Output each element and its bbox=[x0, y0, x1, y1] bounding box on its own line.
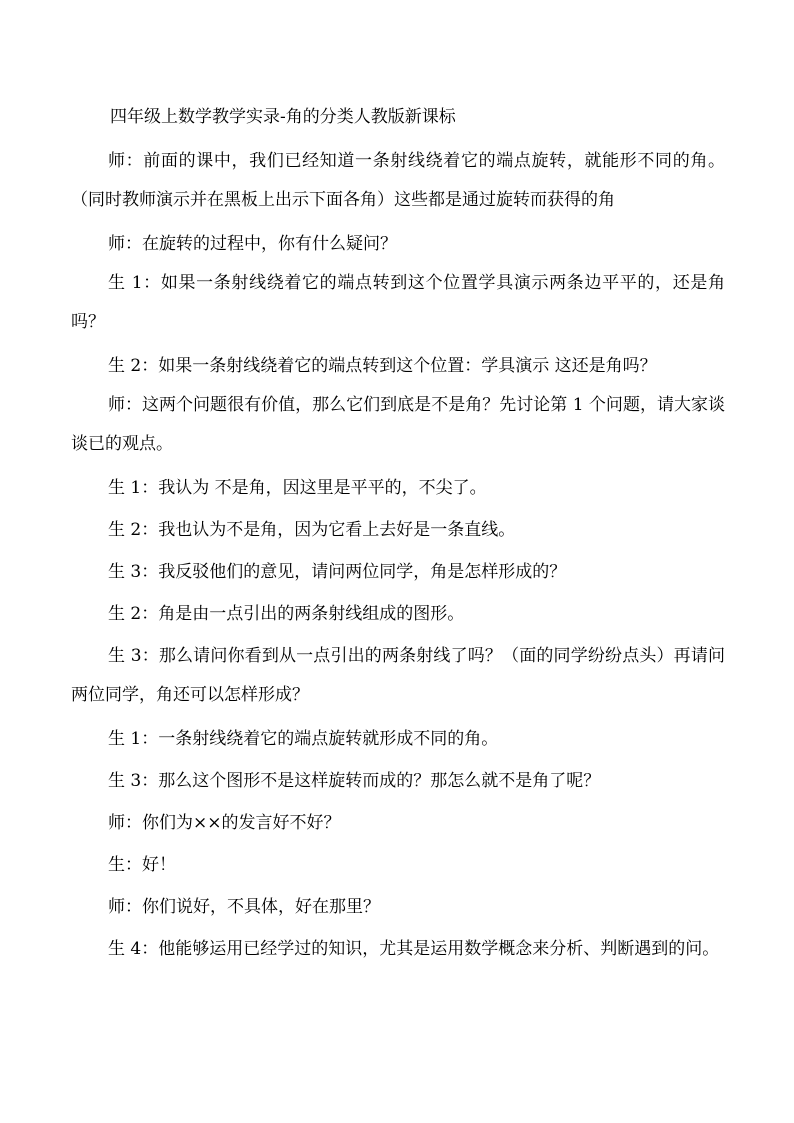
paragraph-8: 生 3：我反驳他们的意见，请问两位同学，角是怎样形成的？ bbox=[108, 562, 567, 582]
paragraph-16: 生 4：他能够运用已经学过的知识，尤其是运用数学概念来分析、判断遇到的问。 bbox=[108, 939, 720, 959]
paragraph-6: 生 1：我认为 不是角，因这里是平平的，不尖了。 bbox=[108, 478, 487, 498]
paragraph-12: 生 3：那么这个图形不是这样旋转而成的？那怎么就不是角了呢？ bbox=[108, 771, 601, 791]
paragraph-4: 生 2：如果一条射线绕着它的端点转到这个位置：学具演示 这还是角吗？ bbox=[108, 356, 657, 376]
paragraph-3: 生 1：如果一条射线绕着它的端点转到这个位置学具演示两条边平平的，还是角吗？ bbox=[71, 273, 725, 332]
paragraph-5: 师：这两个问题很有价值，那么它们到底是不是角？先讨论第 1 个问题，请大家谈谈已的观点。 bbox=[71, 395, 725, 454]
paragraph-7: 生 2：我也认为不是角，因为它看上去好是一条直线。 bbox=[108, 520, 516, 540]
paragraph-15: 师：你们说好，不具体，好在那里？ bbox=[108, 897, 380, 917]
paragraph-9: 生 2：角是由一点引出的两条射线组成的图形。 bbox=[108, 604, 465, 624]
paragraph-2: 师：在旋转的过程中，你有什么疑问？ bbox=[108, 234, 397, 254]
document-title: 四年级上数学教学实录-角的分类人教版新课标 bbox=[110, 107, 456, 127]
paragraph-13: 师：你们为××的发言好不好？ bbox=[108, 813, 341, 833]
paragraph-11: 生 1：一条射线绕着它的端点旋转就形成不同的角。 bbox=[108, 729, 499, 749]
paragraph-14: 生：好！ bbox=[108, 855, 176, 875]
paragraph-10: 生 3：那么请问你看到从一点引出的两条射线了吗？（面的同学纷纷点头）再请问两位同学，角还可以怎样形成？ bbox=[71, 646, 725, 705]
paragraph-1: 师：前面的课中，我们已经知道一条射线绕着它的端点旋转，就能形不同的角。（同时教师演示并在黑板上出示下面各角）这些都是通过旋转而获得的角 bbox=[71, 151, 725, 210]
